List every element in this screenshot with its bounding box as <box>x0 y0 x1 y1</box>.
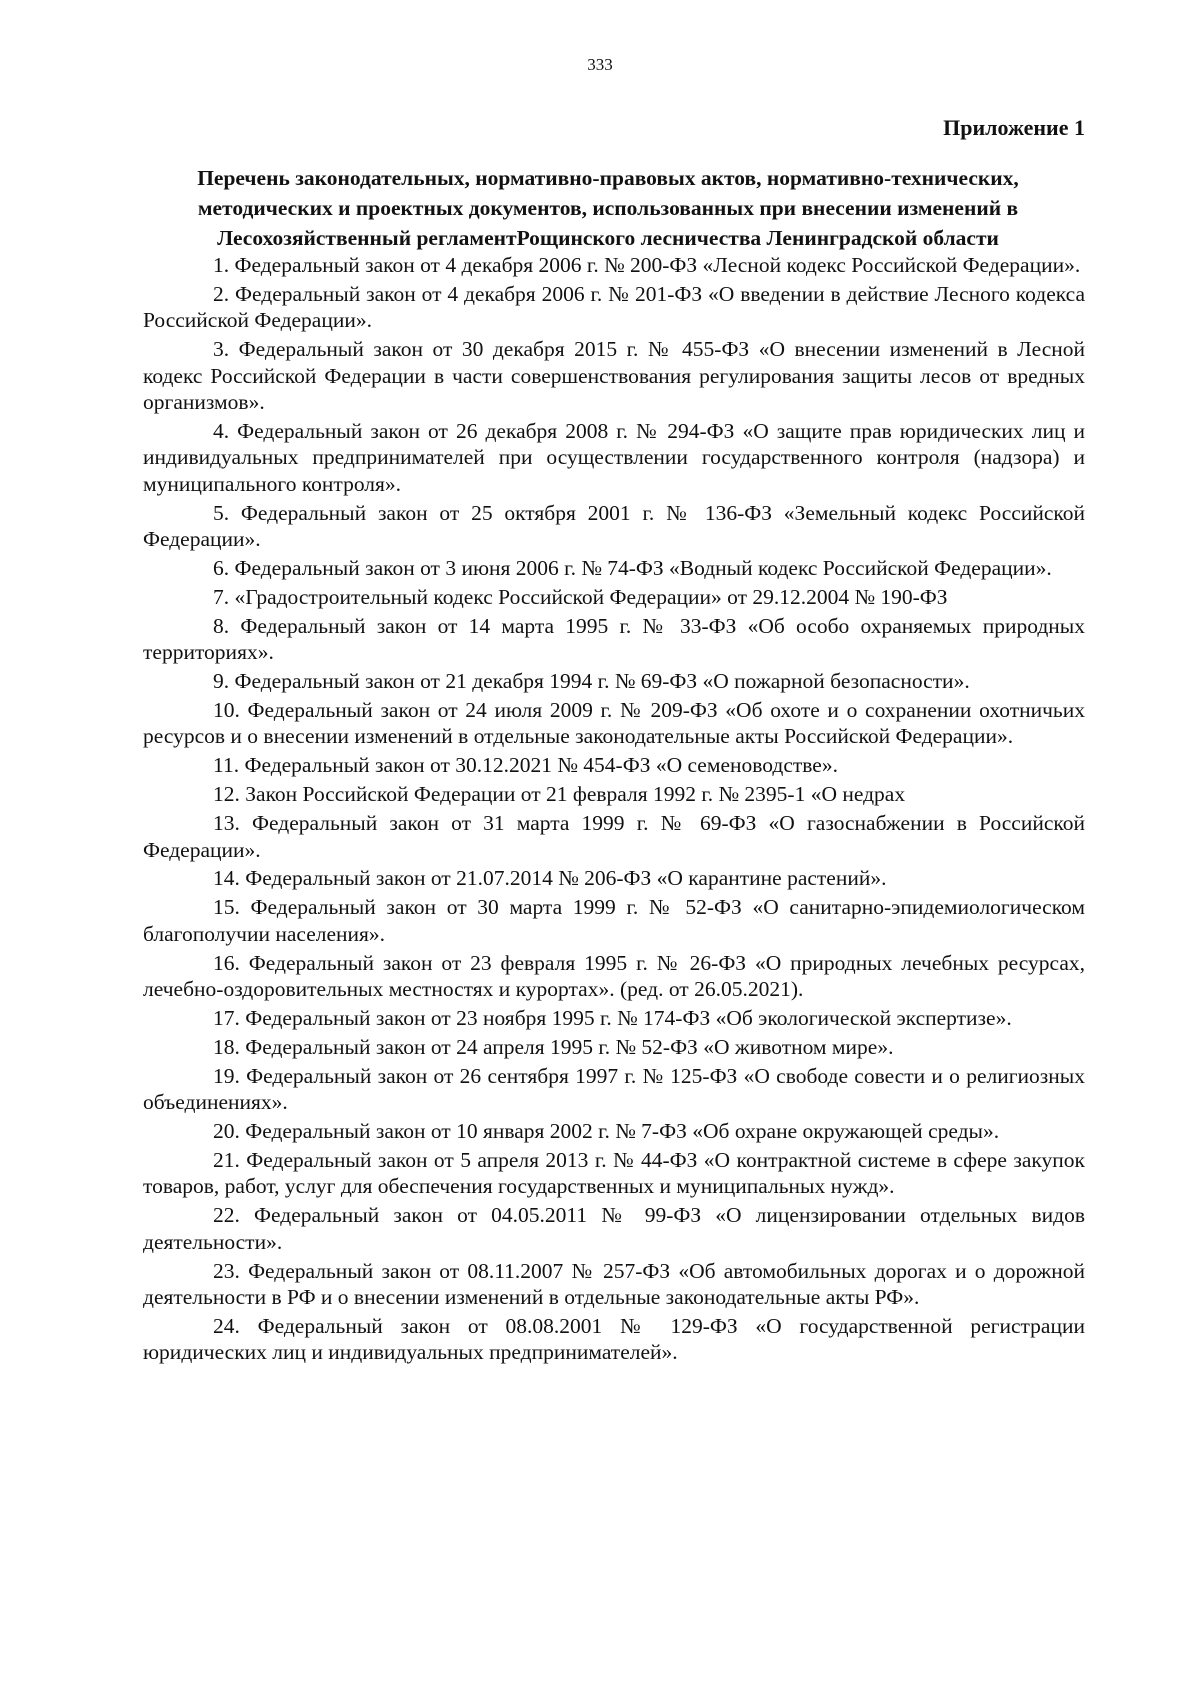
list-item: 23. Федеральный закон от 08.11.2007 № 257-ФЗ «Об автомобильных дорогах и о дорожной деятельности в РФ и о внесении изменений в отдельные законодательные акты РФ». <box>143 1258 1085 1310</box>
list-item: 20. Федеральный закон от 10 января 2002 г. № 7-ФЗ «Об охране окружающей среды». <box>213 1119 1000 1144</box>
list-item: 16. Федеральный закон от 23 февраля 1995 г. № 26-ФЗ «О природных лечебных ресурсах, лечебно-оздоровительных местностях и курортах». (ред. от 26.05.2021). <box>143 950 1085 1002</box>
list-item: 5. Федеральный закон от 25 октября 2001 г. № 136-ФЗ «Земельный кодекс Российской Федерации». <box>143 500 1085 552</box>
list-item: 18. Федеральный закон от 24 апреля 1995 г. № 52-ФЗ «О животном мире». <box>213 1034 894 1059</box>
list-item: 9. Федеральный закон от 21 декабря 1994 г. № 69-ФЗ «О пожарной безопасности». <box>213 669 970 694</box>
list-item: 22. Федеральный закон от 04.05.2011 № 99-ФЗ «О лицензировании отдельных видов деятельности». <box>143 1203 1085 1254</box>
page-number: 333 <box>587 55 613 74</box>
list-item: 6. Федеральный закон от 3 июня 2006 г. № 74-ФЗ «Водный кодекс Российской Федерации». <box>213 555 1052 580</box>
list-item: 19. Федеральный закон от 26 сентября 1997 г. № 125-ФЗ «О свободе совести и о религиозных объединениях». <box>143 1063 1085 1115</box>
list-item: 10. Федеральный закон от 24 июля 2009 г. № 209-ФЗ «Об охоте и о сохранении охотничьих ресурсов и о внесении изменений в отдельные законодательные акты Российской Федерации». <box>143 698 1085 749</box>
list-item: 12. Закон Российской Федерации от 21 февраля 1992 г. № 2395-1 «О недрах <box>213 782 906 807</box>
document-list <box>143 252 1085 1368</box>
list-item: 21. Федеральный закон от 5 апреля 2013 г. № 44-ФЗ «О контрактной системе в сфере закупок товаров, работ, услуг для обеспечения государственных и муниципальных нужд». <box>143 1148 1085 1199</box>
document-title: Перечень законодательных, нормативно-правовых актов, нормативно-технических, методических и проектных документов, использованных при внесении изменений в Лесохозяйственный регламентРощинского лесничества Ленинградской области <box>197 166 1019 250</box>
list-item: 2. Федеральный закон от 4 декабря 2006 г. № 201-ФЗ «О введении в действие Лесного кодекса Российской Федерации». <box>143 281 1085 333</box>
list-item: 17. Федеральный закон от 23 ноября 1995 г. № 174-ФЗ «Об экологической экспертизе». <box>213 1005 1012 1030</box>
list-item: 14. Федеральный закон от 21.07.2014 № 206-ФЗ «О карантине растений». <box>213 866 887 891</box>
list-item: 15. Федеральный закон от 30 марта 1999 г. № 52-ФЗ «О санитарно-эпидемиологическом благополучии населения». <box>143 895 1085 946</box>
list-item: 1. Федеральный закон от 4 декабря 2006 г. № 200-ФЗ «Лесной кодекс Российской Федерации». <box>213 253 1081 277</box>
list-item: 11. Федеральный закон от 30.12.2021 № 454-ФЗ «О семеноводстве». <box>213 753 838 778</box>
list-item: 8. Федеральный закон от 14 марта 1995 г. № 33-ФЗ «Об особо охраняемых природных территориях». <box>143 613 1085 665</box>
list-item: 3. Федеральный закон от 30 декабря 2015 г. № 455-ФЗ «О внесении изменений в Лесной кодекс Российской Федерации в части совершенствования регулирования защиты лесов от вредных организмов». <box>143 337 1085 415</box>
appendix-label: Приложение 1 <box>943 115 1085 140</box>
list-item: 13. Федеральный закон от 31 марта 1999 г. № 69-ФЗ «О газоснабжении в Российской Федерации». <box>143 811 1085 862</box>
list-item: 4. Федеральный закон от 26 декабря 2008 г. № 294-ФЗ «О защите прав юридических лиц и индивидуальных предпринимателей при осуществлении государственного контроля (надзора) и муниципального контроля». <box>143 418 1085 496</box>
list-item: 7. «Градостроительный кодекс Российской Федерации» от 29.12.2004 № 190-ФЗ <box>213 584 948 609</box>
list-item: 24. Федеральный закон от 08.08.2001 № 129-ФЗ «О государственной регистрации юридических лиц и индивидуальных предпринимателей». <box>143 1313 1085 1365</box>
